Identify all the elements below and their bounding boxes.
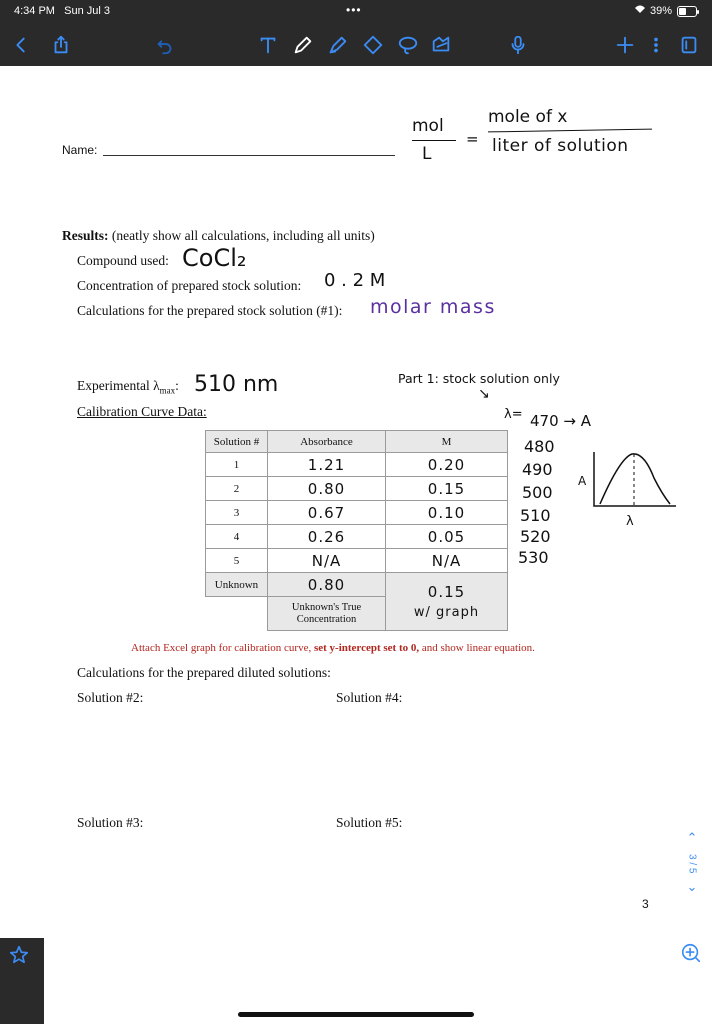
- table-header-solution: Solution #: [206, 431, 268, 453]
- pen-icon[interactable]: [290, 32, 316, 58]
- calc-stock-label: Calculations for the prepared stock solution (#1):: [77, 303, 343, 318]
- pages-icon[interactable]: [676, 32, 702, 58]
- cell-molarity[interactable]: 0.20: [386, 453, 508, 477]
- eraser-icon[interactable]: [360, 32, 386, 58]
- share-icon[interactable]: [48, 32, 74, 58]
- cell-solution: 4: [206, 525, 268, 549]
- solution-2-label: Solution #2:: [77, 690, 144, 705]
- hw-molar-mass: molar mass: [370, 296, 496, 318]
- table-spacer: [206, 597, 268, 631]
- home-indicator[interactable]: [238, 1012, 474, 1017]
- status-time: 4:34 PM Sun Jul 3: [14, 5, 111, 17]
- concentration-label: Concentration of prepared stock solution:: [77, 278, 302, 293]
- hw-part1-note: Part 1: stock solution only: [398, 371, 560, 386]
- diluted-label: Calculations for the prepared diluted solutions:: [77, 665, 331, 680]
- solution-3-label: Solution #3:: [77, 815, 144, 830]
- hw-lambda-500: 500: [522, 483, 553, 502]
- name-line[interactable]: [103, 155, 395, 156]
- cell-unknown-absorbance[interactable]: 0.80: [268, 573, 386, 597]
- cell-absorbance[interactable]: 0.26: [268, 525, 386, 549]
- text-tool-icon[interactable]: [255, 32, 281, 58]
- name-label: Name:: [62, 143, 98, 157]
- lasso-icon[interactable]: [395, 32, 421, 58]
- calibration-label: Calibration Curve Data:: [77, 404, 207, 419]
- hw-equals: =: [466, 130, 479, 148]
- cell-solution: 2: [206, 477, 268, 501]
- hw-arrow: ↘: [478, 386, 490, 402]
- cell-absorbance[interactable]: 1.21: [268, 453, 386, 477]
- hw-L: L: [422, 144, 432, 164]
- hw-fraction-bar-left: [412, 140, 456, 141]
- hw-graph-A: A: [578, 474, 587, 488]
- battery-icon: [677, 6, 697, 17]
- table-row: [206, 501, 508, 525]
- status-bar: [0, 0, 712, 24]
- solution-5-label: Solution #5:: [336, 815, 403, 830]
- more-icon[interactable]: [643, 32, 669, 58]
- multitask-dots-icon[interactable]: •••: [346, 3, 362, 17]
- cell-absorbance[interactable]: 0.67: [268, 501, 386, 525]
- hw-lambda-510: 510: [520, 506, 551, 525]
- page-navigator[interactable]: [680, 830, 704, 930]
- add-icon[interactable]: [612, 32, 638, 58]
- hw-absorbance-sketch: [590, 448, 686, 532]
- page-number: 3: [642, 897, 649, 911]
- shapes-icon[interactable]: [428, 32, 454, 58]
- table-row: [206, 549, 508, 573]
- cell-unknown-label: Unknown: [206, 573, 268, 597]
- cell-true-conc-label: Unknown's True Concentration: [268, 597, 386, 631]
- calibration-table: [205, 430, 508, 631]
- battery-percent: 39%: [650, 5, 673, 17]
- hw-lambda-eq: λ=: [504, 407, 523, 422]
- hw-lambda-470: 470 → A: [530, 412, 591, 430]
- hw-lambda-480: 480: [524, 437, 555, 456]
- mic-icon[interactable]: [505, 32, 531, 58]
- lambda-max-label: Experimental $\lambda_{max}$:: [77, 378, 179, 396]
- page-down-icon[interactable]: ⌄: [686, 879, 698, 895]
- cell-solution: 1: [206, 453, 268, 477]
- table-row: [206, 477, 508, 501]
- hw-liter-of-solution: liter of solution: [492, 136, 629, 156]
- hw-graph-lambda: λ: [626, 514, 634, 529]
- bookmark-star-icon[interactable]: [8, 944, 38, 970]
- annotation-toolbar: [0, 24, 712, 66]
- page-up-icon[interactable]: ⌃: [686, 830, 698, 845]
- cell-unknown-molarity[interactable]: 0.15 w/ graph: [386, 573, 508, 631]
- hw-compound: CoCl₂: [182, 244, 247, 272]
- cell-molarity[interactable]: 0.10: [386, 501, 508, 525]
- cell-molarity[interactable]: N/A: [386, 549, 508, 573]
- cell-solution: 5: [206, 549, 268, 573]
- hw-mol: mol: [412, 116, 444, 136]
- cell-absorbance[interactable]: N/A: [268, 549, 386, 573]
- zoom-in-icon[interactable]: [680, 942, 704, 966]
- hw-lambda-520: 520: [520, 527, 551, 546]
- table-row-unknown: [206, 573, 508, 597]
- excel-instruction: Attach Excel graph for calibration curve, set y-intercept set to 0, and show linear equation.: [131, 642, 535, 654]
- solution-4-label: Solution #4:: [336, 690, 403, 705]
- undo-icon[interactable]: [152, 32, 178, 58]
- page-gutter: [0, 66, 44, 938]
- cell-molarity[interactable]: 0.05: [386, 525, 508, 549]
- wifi-icon: [634, 4, 646, 17]
- hw-concentration: 0 . 2 M: [324, 270, 386, 291]
- hw-lambda-max: 510 nm: [194, 372, 279, 397]
- results-heading: Results: (neatly show all calculations, including all units): [62, 228, 375, 243]
- table-row: [206, 525, 508, 549]
- hw-lambda-490: 490: [522, 460, 553, 479]
- cell-solution: 3: [206, 501, 268, 525]
- table-header-absorbance: Absorbance: [268, 431, 386, 453]
- cell-molarity[interactable]: 0.15: [386, 477, 508, 501]
- cell-absorbance[interactable]: 0.80: [268, 477, 386, 501]
- back-icon[interactable]: [8, 32, 34, 58]
- table-header-molarity: M: [386, 431, 508, 453]
- marker-icon[interactable]: [325, 32, 351, 58]
- page-indicator: 3 / 5: [686, 854, 698, 874]
- hw-mole-of-x: mole of x: [488, 107, 568, 127]
- hw-lambda-530: 530: [518, 548, 549, 567]
- compound-label: Compound used:: [77, 253, 169, 268]
- table-row: [206, 453, 508, 477]
